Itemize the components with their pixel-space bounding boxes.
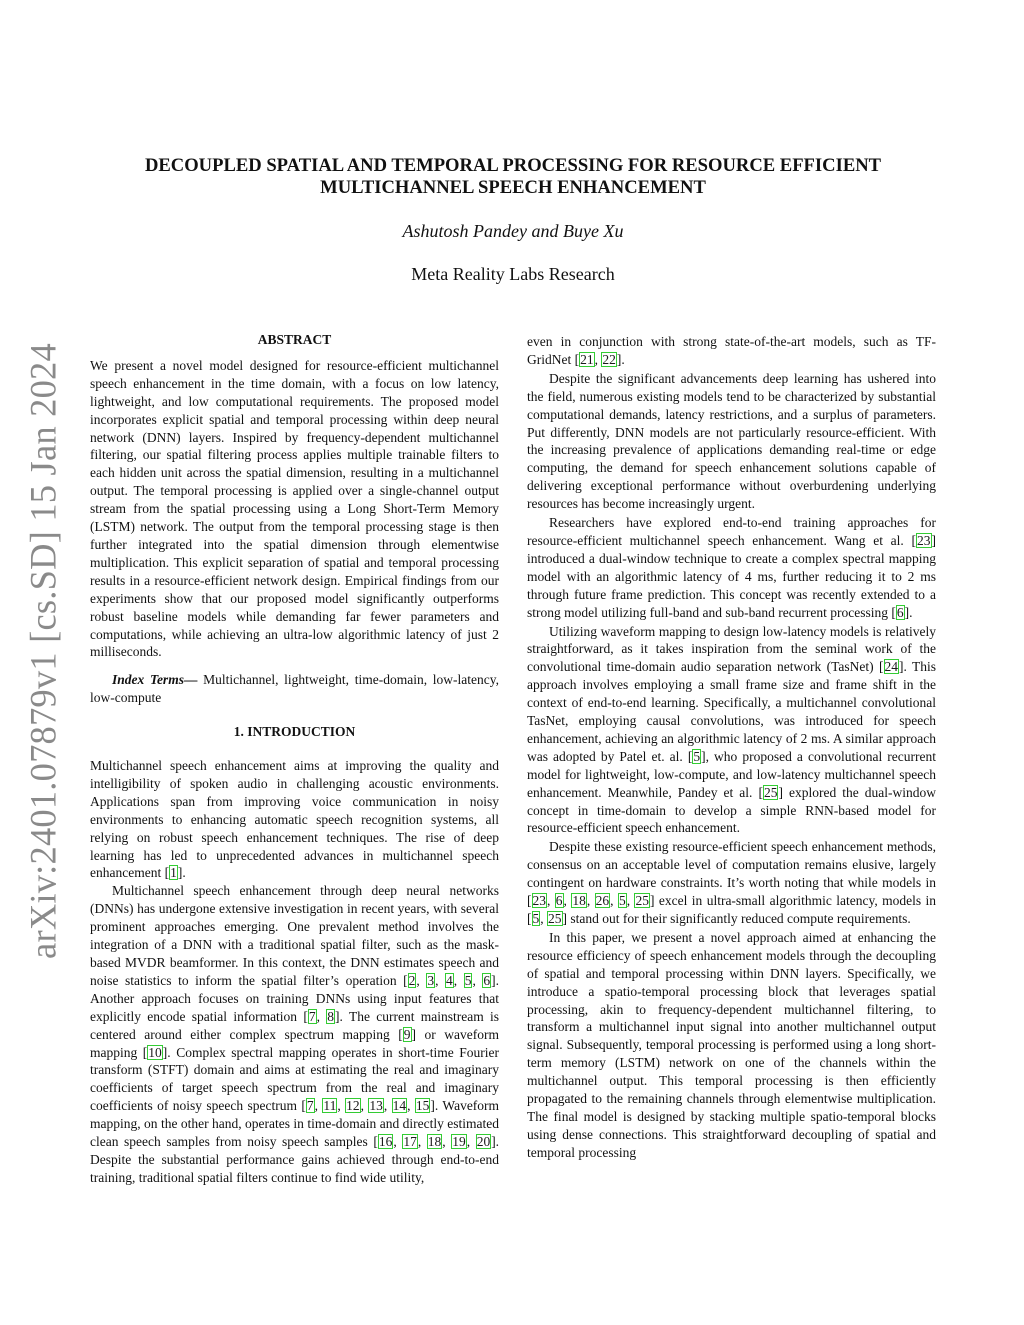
text-run: ]. Complex spectral mapping operates in short-time Fourier transform (STFT) domain and aims at estimating the real and imaginary coefficients of target speech spectrum from the real and imaginary coefficients of noisy speech spectrum [: [90, 1044, 499, 1114]
text-run: ]. Another approach focuses on training DNNs using input features that explicitly encode spatial information [: [90, 972, 500, 1024]
citation-link[interactable]: 17: [403, 1134, 417, 1150]
citation-link[interactable]: 5: [464, 972, 472, 988]
right-paragraph-1: Despite the significant advancements deep learning has ushered into the field, numerous existing models tend to be characterized by substantial computational demands, latency restrictions, and a surplus of parameters. Put differently, DNN models are not particularly resource-efficient. With the increasing prevalence of applications demanding real-time or edge computing, the demand for speech enhancement solutions capable of delivering exceptional performance without overburdening underlying resources has become increasingly urgent.: [527, 370, 936, 512]
text-run: ] explored the dual-window concept in time-domain to develop a simple RNN-based model for resource-efficient speech enhancement.: [527, 784, 936, 836]
right-paragraph-5: In this paper, we present a novel approach aimed at enhancing the resource efficiency of speech enhancement models through the decoupling of spatial and temporal processing within DNN layers. Specifically, we introduce a spatio-temporal processing block that leverages spatial processing, akin to frequency-dependent multichannel filtering, to transform a multichannel input signal into another multichannel output signal. Subsequently, temporal processing is performed using a long short-term memory (LSTM) network on one of the channels within the multichannel output. This temporal processing is then efficiently propagated to the remaining channels through elementwise multiplication. The final model is designed by stacking multiple spatio-temporal blocks using dense connections. This straightforward decoupling of spatial and temporal processing: [527, 929, 936, 1160]
text-run: Despite these existing resource-efficient speech enhancement methods, consensus on an acceptable level of computation remains elusive, largely contingent on hardware constraints. It’s worth noting that while models in [: [527, 839, 936, 909]
text-run: ] excel in ultra-small algorithmic latency, models in [: [527, 893, 937, 926]
citation-link[interactable]: 12: [346, 1098, 360, 1114]
index-terms-text: Multichannel, lightweight, time-domain, low-latency, low-compute: [90, 672, 500, 706]
text-run: ] stand out for their significantly reduced compute requirements.: [562, 911, 911, 926]
citation-link[interactable]: 6: [483, 972, 491, 988]
text-run: ].: [904, 604, 913, 620]
text-run: ]. Despite the substantial performance gains achieved through end-to-end training, traditional spatial filters continue to find wide utility,: [90, 1134, 500, 1185]
citation-link[interactable]: 4: [446, 972, 453, 988]
authors: Ashutosh Pandey and Buye Xu: [402, 221, 624, 241]
right-paragraph-3: [527, 623, 936, 838]
citation-link[interactable]: 22: [602, 351, 616, 367]
text-run: Utilizing waveform mapping to design low-latency models is relatively straightforward, as it takes inspiration from the seminal work of the convolutional time-domain audio separation network (TasNet) [: [527, 623, 936, 675]
citation-link[interactable]: 25: [763, 784, 778, 800]
citation-link[interactable]: 18: [427, 1134, 442, 1150]
title-line-2: MULTICHANNEL SPEECH ENHANCEMENT: [320, 177, 706, 198]
right-column: [527, 333, 936, 1162]
citation-link[interactable]: 8: [327, 1008, 335, 1024]
citation-link[interactable]: 5: [532, 911, 540, 926]
text-run: ]. This approach involves employing a small frame size and frame shift in the context of end-to-end learning. Specifically, a multichannel convolutional TasNet, employing causal convolutions, was introduced for speech enhancement, achieving an algorithmic latency of 2 ms. A similar approach was adopted by Patel et. al. [: [527, 659, 936, 764]
citation-link[interactable]: 15: [415, 1098, 430, 1114]
right-paragraph-2: [527, 514, 936, 621]
citation-link[interactable]: 2: [408, 972, 416, 988]
citation-link[interactable]: 24: [884, 659, 899, 675]
citation-link[interactable]: 21: [580, 351, 594, 367]
citation-link[interactable]: 25: [548, 911, 562, 926]
citation-link[interactable]: 6: [555, 893, 563, 909]
citation-link[interactable]: 19: [452, 1134, 466, 1150]
left-column: [90, 331, 499, 1187]
text-run: ] introduced a dual-window technique to create a complex spectral mapping model with an algorithmic latency of 4 ms, further reducing it to 2 ms through future frame prediction. This concept was recently extended to a strong model utilizing full-band and sub-band recurrent processing [: [527, 532, 936, 620]
paper-title: [90, 155, 936, 199]
abstract-text: We present a novel model designed for resource-efficient multichannel speech enhancement in the time domain, with a focus on low latency, lightweight, and low computational requirements. The proposed model incorporates explicit spatial and temporal processing within deep neural network (DNN) layers. Inspired by frequency-dependent multichannel filtering, our spatial filtering process applies multiple trainable filters to each hidden unit across the spatial dimension, resulting in a multichannel output. The temporal processing is applied over a single-channel output stream from the spatial processing using a Long Short-Term Memory (LSTM) network. The output from the temporal processing stage is then further integrated into the spatial dimension through elementwise multiplication. This explicit separation of spatial and temporal processing results in a resource-efficient network design. Empirical findings from our experiments show that our proposed model significantly outperforms robust baseline models while demanding far fewer parameters and computations, while achieving an ultra-low algorithmic latency of just 2 milliseconds.: [90, 357, 499, 660]
text-run: ].: [177, 865, 186, 881]
right-paragraph-4: Despite these existing resource-efficient speech enhancement methods, consensus on an acceptable level of computation remains elusive, largely contingent on hardware constraints. It’s worth noting that while models in [23, 6, 18, 26, 5, 25] excel in ultra-small algorithmic latency, models in [5, 25] stand out for their significantly reduced compute requirements.: [527, 839, 937, 926]
citation-link[interactable]: 11: [323, 1098, 337, 1114]
citation-link[interactable]: 23: [532, 893, 546, 909]
citation-link[interactable]: 10: [148, 1044, 162, 1060]
index-terms: [90, 671, 499, 707]
citation-link[interactable]: 3: [427, 972, 435, 988]
citation-link[interactable]: 6: [896, 604, 904, 620]
text-run: even in conjunction with strong state-of-the-art models, such as TF-GridNet [: [527, 334, 936, 367]
abstract-heading: ABSTRACT: [257, 332, 332, 347]
citation-link[interactable]: 13: [369, 1098, 383, 1114]
citation-link[interactable]: 5: [618, 893, 626, 909]
arxiv-identifier-stamp: arXiv:2401.07879v1 [cs.SD] 15 Jan 2024: [22, 343, 64, 959]
introduction-heading: 1. INTRODUCTION: [233, 724, 356, 740]
text-run: ]. Waveform mapping, on the other hand, operates in time-domain and directly estimated clean speech samples from noisy speech samples [: [90, 1098, 500, 1150]
intro-paragraph-2: Multichannel speech enhancement through deep neural networks (DNNs) has undergone extensive investigation in recent years, with several prominent approaches emerging. One prevalent method involves the integration of a DNN with a traditional spatial filter, such as the mask-based MVDR beamformer. In this context, the DNN estimates speech and noise statistics to inform the spatial filter’s operation [2, 3, 4, 5, 6]. Another approach focuses on training DNNs using input features that explicitly encode spatial information [7, 8]. The current mainstream is centered around either complex spectrum mapping [9] or waveform mapping [10]. Complex spectral mapping operates in short-time Fourier transform (STFT) domain and aims at estimating the real and imaginary coefficients of target speech spectrum from the real and imaginary coefficients of noisy speech spectrum [7, 11, 12, 13, 14, 15]. Waveform mapping, on the other hand, operates in time-domain and directly estimated clean speech samples from noisy speech samples [16, 17, 18, 19, 20]. Despite the substantial performance gains achieved through end-to-end training, traditional spatial filters continue to find wide utility,: [90, 883, 500, 1185]
citation-link[interactable]: 9: [403, 1026, 411, 1042]
text-run: Multichannel speech enhancement through deep neural networks (DNNs) has undergone extensive investigation in recent years, with several prominent approaches emerging. One prevalent method involves the integration of a DNN with a traditional spatial filter, such as the mask-based MVDR beamformer. In this context, the DNN estimates speech and noise statistics to inform the spatial filter’s operation [: [90, 883, 499, 988]
text-run: ] or waveform mapping [: [90, 1026, 499, 1060]
right-paragraph-0: even in conjunction with strong state-of-the-art models, such as TF-GridNet [21, 22].: [527, 334, 936, 367]
citation-link[interactable]: 20: [476, 1134, 491, 1150]
citation-link[interactable]: 23: [917, 532, 931, 548]
index-terms-label: Index Terms—: [112, 672, 198, 688]
citation-link[interactable]: 14: [392, 1098, 407, 1114]
title-line-1: DECOUPLED SPATIAL AND TEMPORAL PROCESSING FOR RESOURCE EFFICIENT: [144, 155, 882, 176]
citation-link[interactable]: 16: [378, 1134, 393, 1150]
intro-paragraph-1: [90, 757, 499, 882]
text-run: ]. The current mainstream is centered around either complex spectrum mapping [: [90, 1008, 500, 1042]
citation-link[interactable]: 5: [693, 748, 701, 764]
text-run: ], who proposed a convolutional recurrent model for lightweight, low-compute, and low-latency multichannel speech enhancement. Meanwhile, Pandey et al. [: [527, 748, 936, 800]
text-run: Multichannel speech enhancement aims at improving the quality and intelligibility of spoken audio in challenging acoustic environments. Applications span from improving voice communication in noisy environments to enhancing automatic speech recognition systems, all relying on robust speech enhancement techniques. The rise of deep learning has led to unprecedented advances in multichannel speech enhancement [: [90, 758, 499, 881]
text-run: ].: [616, 351, 625, 367]
citation-link[interactable]: 18: [572, 893, 586, 909]
text-run: Researchers have explored end-to-end training approaches for resource-efficient multichannel speech enhancement. Wang et al. [: [527, 515, 936, 548]
citation-link[interactable]: 7: [306, 1098, 314, 1114]
citation-link[interactable]: 26: [595, 893, 610, 909]
citation-link[interactable]: 7: [308, 1008, 316, 1024]
citation-link[interactable]: 1: [170, 865, 177, 881]
affiliation: Meta Reality Labs Research: [411, 264, 615, 284]
citation-link[interactable]: 25: [635, 893, 649, 909]
